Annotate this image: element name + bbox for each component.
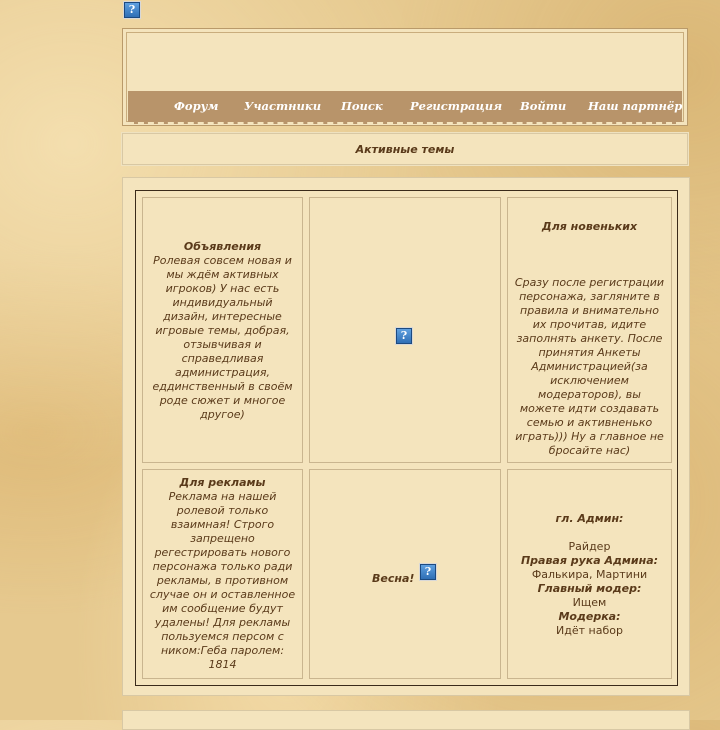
head-admin-name: Райдер	[568, 540, 611, 553]
nav-partner[interactable]: Наш партнёр	[588, 99, 683, 113]
banner-cell	[309, 197, 501, 463]
nav-login[interactable]: Войти	[520, 99, 567, 113]
chief-moder-name: Ищем	[572, 596, 607, 609]
newcomers-cell	[507, 197, 672, 463]
forum-header	[122, 28, 688, 126]
spring-image-icon[interactable]: ?	[420, 564, 436, 580]
ads-cell	[142, 469, 303, 679]
announcements-cell	[142, 197, 303, 463]
ads-text: Реклама на нашей ролевой только взаимная! Строго запрещено регестрировать нового персонажа только ради рекламы, в противном случае он и оставленное им сообщение будут удалены! Для рекламы пользуемся персом с ником:Геба паролем: 1814	[149, 490, 296, 671]
announcements-title: Объявления	[183, 240, 262, 253]
info-table	[135, 190, 678, 686]
nav-register[interactable]: Регистрация	[410, 99, 503, 113]
nav-forum[interactable]: Форум	[174, 99, 219, 113]
newcomers-text: Сразу после регистрации персонажа, загляните в правила и внимательно их прочитав, идите заполнять анкету. После принятия Анкеты Администрацией(за исключением модераторов), вы можете идти создавать семью и активненько играть))) Ну а главное не бросайте нас)	[514, 276, 665, 457]
announcements-text: Ролевая совсем новая и мы ждём активных игроков) У нас есть индивидуальный дизайн, интересные игровые темы, добрая, отзывчивая и справедливая администрация, еддинственный в своём роде сюжет и многое другое)	[152, 254, 293, 421]
main-panel	[122, 177, 690, 696]
banner-image-icon[interactable]: ?	[396, 328, 412, 344]
newcomers-title: Для новеньких	[541, 220, 638, 233]
moders-label: Модерка:	[558, 610, 621, 623]
moders-status: Идёт набор	[556, 624, 623, 637]
chief-moder-label: Главный модер:	[537, 582, 642, 595]
section-title: Активные темы	[122, 133, 688, 165]
ads-title: Для рекламы	[179, 476, 266, 489]
right-hand-names: Фалькира, Мартини	[531, 568, 648, 581]
right-hand-label: Правая рука Админа:	[520, 554, 659, 567]
next-panel	[122, 710, 690, 730]
nav-members[interactable]: Участники	[244, 99, 322, 113]
nav-search[interactable]: Поиск	[341, 99, 383, 113]
spring-cell	[309, 469, 501, 679]
main-navigation	[128, 91, 682, 124]
help-icon[interactable]: ?	[124, 2, 140, 18]
head-admin-label: гл. Админ:	[555, 512, 624, 525]
spring-label: Весна!	[372, 572, 415, 585]
admins-cell	[507, 469, 672, 679]
